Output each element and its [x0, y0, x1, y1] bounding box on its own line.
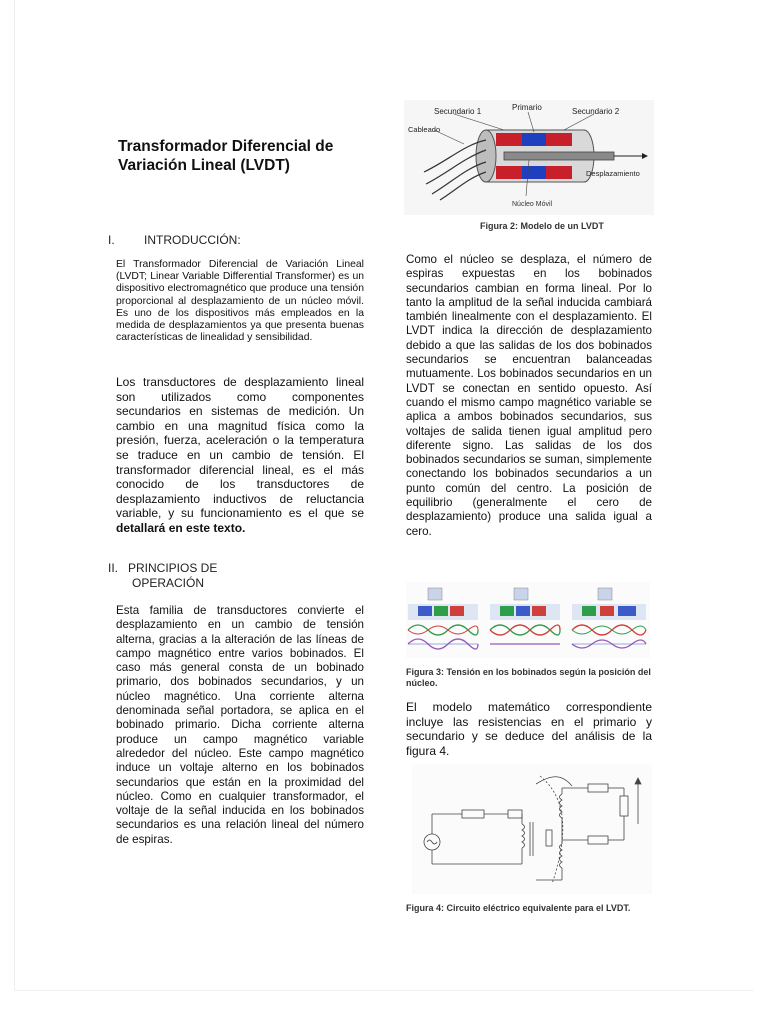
figure-3-caption: Figura 3: Tensión en los bobinados según la posición del núcleo.	[406, 667, 651, 688]
movable-core	[504, 152, 614, 160]
displacement-paragraph: Como el núcleo se desplaza, el número de espiras expuestas en los bobinados secundarios cambian en forma lineal. Por lo tanto la amplitud de la señal inducida cambiará también linealmente con el desplazamiento. El LVDT indica la dirección de desplazamiento debido a que las salidas de los dos bobinados secundarios se encuentran balanceadas mutuamente. Los bobinados secundarios en un LVDT se conectan en sentido opuesto. Así cuando el mismo campo magnético variable se aplica a ambos bobinados secundarios, sus voltajes de salida tienen igual amplitud pero diferente signo. Las salidas de los dos bobinados secundarios se suman, simplemente conectando los bobinados secundarios a un punto común del centro. La posición de equilibrio (generalmente el cero de desplazamiento) produce una salida igual a cero.	[406, 253, 652, 538]
displacement-paragraph-container	[406, 253, 652, 539]
intro-paragraph-container	[116, 259, 364, 344]
figure-4-caption: Figura 4: Circuito eléctrico equivalente para el LVDT.	[406, 903, 631, 913]
section-principles-number: II.	[108, 561, 119, 575]
model-paragraph: El modelo matemático correspondiente incluye las resistencias en el primario y secundario y se deduce del análisis de la figura 4.	[406, 700, 652, 758]
section-principles-heading	[108, 561, 217, 591]
lvdt-model-diagram	[404, 100, 654, 215]
figure-3-coil-voltages	[406, 582, 650, 658]
transducers-paragraph	[116, 375, 364, 536]
section-intro-title: INTRODUCCIÓN:	[144, 233, 241, 247]
primary-coil-bottom	[522, 166, 546, 179]
label-desplazamiento: Desplazamiento	[586, 169, 640, 178]
secondary-coil-2-top	[546, 133, 572, 146]
secondary-coil-1-bottom	[496, 166, 522, 179]
equivalent-circuit-diagram	[412, 764, 652, 894]
intro-paragraph: El Transformador Diferencial de Variación Lineal (LVDT; Linear Variable Differential Transformer) es un dispositivo electromagnético que produce una tensión proporcional al desplazamiento de un núcleo móvil. Es uno de los dispositivos más empleados en la medida de desplazamientos ya que presenta buenas características de linealidad y sensibilidad.	[116, 259, 364, 344]
page-edge	[14, 0, 15, 990]
secondary-coil-1-top	[496, 133, 522, 146]
label-cableado: Cableado	[408, 125, 441, 134]
page-bottom-edge	[14, 990, 754, 991]
transducers-paragraph-bold: detallará en este texto.	[116, 520, 246, 535]
label-primario: Primario	[512, 103, 542, 112]
coil-voltage-diagram	[406, 582, 650, 658]
document-title: Transformador Diferencial de Variación Lineal (LVDT)	[118, 138, 334, 174]
label-nucleo-movil: Núcleo Móvil	[512, 201, 553, 208]
primary-coil-top	[522, 133, 546, 146]
principles-paragraph-container	[116, 604, 364, 847]
section-principles-title-line2: OPERACIÓN	[132, 576, 205, 590]
section-intro-heading	[108, 233, 241, 248]
secondary-coil-2-bottom	[546, 166, 572, 179]
figure-2-lvdt-model	[404, 100, 654, 215]
figure-4-equivalent-circuit	[412, 764, 652, 894]
model-paragraph-container	[406, 700, 652, 758]
label-secundario-2: Secundario 2	[572, 107, 620, 116]
transducers-paragraph-container	[116, 375, 364, 536]
label-secundario-1: Secundario 1	[434, 107, 482, 116]
principles-paragraph: Esta familia de transductores convierte el desplazamiento en un cambio de tensión alterna, gracias a la alteración de las líneas de campo magnético entre varios bobinados. El caso más general consta de un bobinado primario, dos bobinados secundarios, y un núcleo magnético. Una corriente alterna denominada señal portadora, se aplica en el bobinado primario. Dicha corriente alterna produce un campo magnético variable alrededor del núcleo. Este campo magnético induce un voltaje alterno en los bobinados secundarios que están en la proximidad del núcleo. Como en cualquier transformador, el voltaje de la señal inducida en los bobinados secundarios es una relación lineal del número de espiras.	[116, 604, 364, 846]
section-intro-number: I.	[108, 233, 115, 247]
figure-2-caption: Figura 2: Modelo de un LVDT	[480, 221, 604, 231]
section-principles-title-line1: PRINCIPIOS DE	[128, 561, 218, 575]
transducers-paragraph-text: Los transductores de desplazamiento lineal son utilizados como componentes secundarios en sistemas de medición. Un cambio en una magnitud física como la presión, fuerza, aceleración o la temperatura se traduce en un cambio de tensión. El transformador diferencial lineal, es el más conocido de los transductores de desplazamiento inductivos de reluctancia variable, y su funcionamiento es el que se	[116, 375, 364, 521]
